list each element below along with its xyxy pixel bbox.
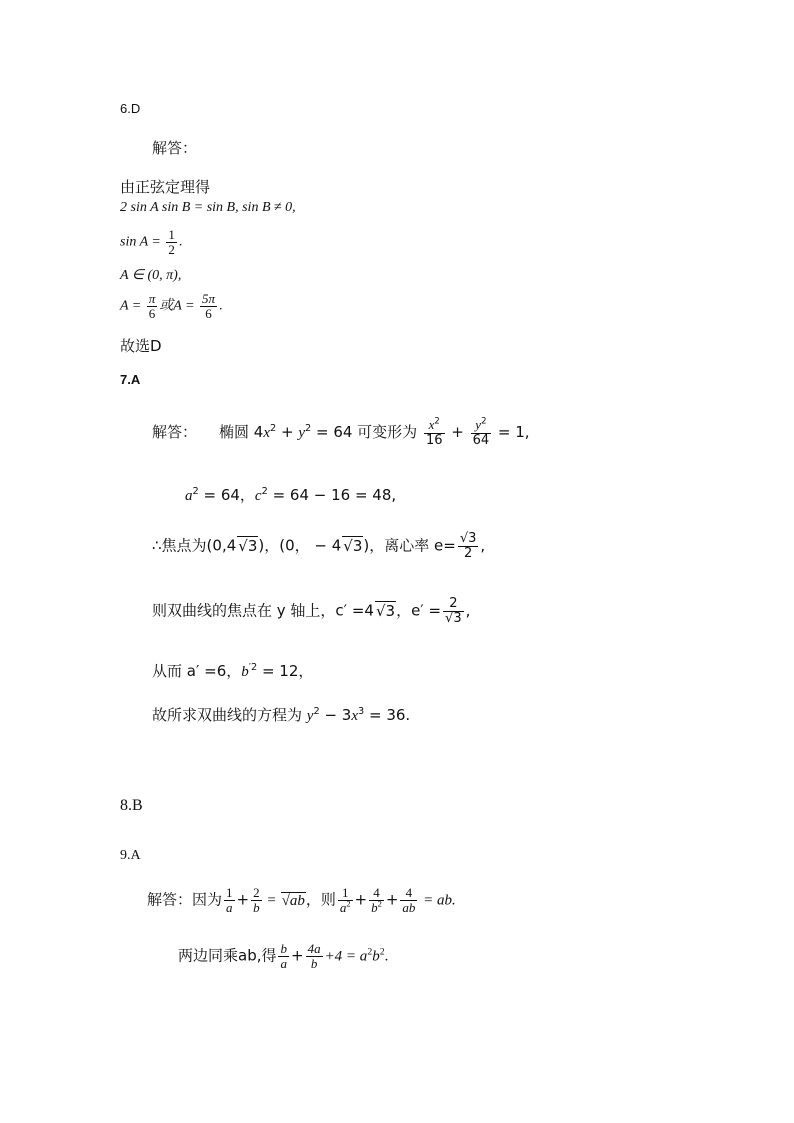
q6-equation-3: A ∈ (0, π),	[120, 268, 182, 283]
q7-line-ellipse: 解答： 椭圆 $4x^2 + y^2 = 64$ 可变形为 $\frac{x^2}{16}$ + $\frac{y^2}{64}$ = 1,	[152, 415, 530, 448]
q6-equation-1: 2 sin A sin B = sin B, sin B ≠ 0,	[120, 200, 296, 215]
q9-line-multiply: 两边同乘ab,得 $\frac{b}{a}$ + $\frac{4a}{b}$ $+4 = a^2b^2$.	[178, 941, 389, 971]
q6-solution-label: 解答：	[152, 139, 198, 157]
q8-answer: 8.B	[120, 797, 143, 814]
q9-answer: 9.A	[120, 848, 141, 863]
q7-line-foci: ∴焦点为(0,4√ 3)，(0， − 4√ 3)，离心率 e= √ $\frac{3}{2}$ ,	[152, 532, 485, 560]
q7-line-hyperbola-foci: 则双曲线的焦点在 y 轴上，c′ =4√ 3，e′ = 2 √ 3 ,	[152, 597, 470, 625]
q7-line-a-b: 从而 a′ =6，$b^{'2} = 12$，	[152, 662, 314, 680]
q6-equation-2: sin A = $\frac{1}{2}$ .	[120, 227, 183, 257]
q7-line-a-c: $a^2 = 64$，$c^2 = 64 - 16 = 48$,	[185, 486, 397, 504]
q6-theorem-line: 由正弦定理得	[120, 178, 211, 196]
q6-answer: 6.D	[120, 101, 141, 116]
q9-line-given: 解答：因为 $\frac{1}{a}$ + $\frac{2}{b}$ = √ ab，则 $\frac{1}{a^2}$ + $\frac{4}{b^2}$ + $\frac{4}{ab}$ = ab.	[147, 886, 456, 914]
q6-equation-4: A = $\frac{\pi}{6}$ 或A = $\frac{5\pi}{6}$ .	[120, 291, 223, 321]
q6-choice-line: 故选D	[120, 337, 162, 355]
q7-answer: 7.A	[120, 372, 141, 387]
q7-line-final-equation: 故所求双曲线的方程为 $y^2 - 3x^3 = 36$.	[152, 706, 411, 724]
